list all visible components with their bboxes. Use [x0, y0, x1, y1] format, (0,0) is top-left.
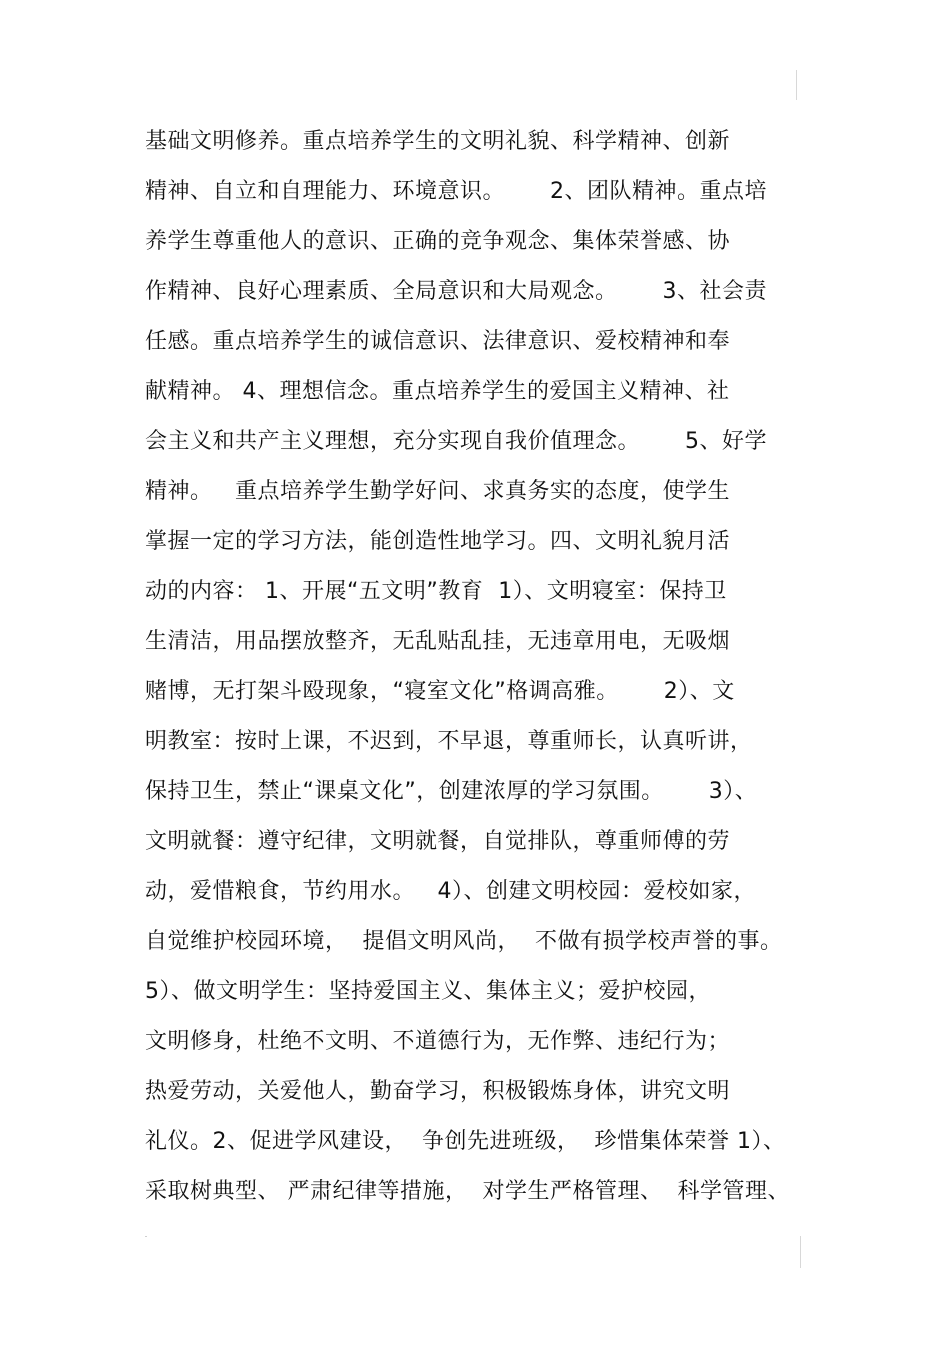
- text-line: 赌博，无打架斗殴现象，“寝室文化”格调高雅。 2）、文: [145, 679, 735, 704]
- text-line: 采取树典型、 严肃纪律等措施， 对学生严格管理、 科学管理、: [145, 1179, 790, 1204]
- corner-mark: [145, 1236, 147, 1237]
- text-line: 5）、做文明学生：坚持爱国主义、集体主义；爱护校园，: [145, 979, 711, 1004]
- text-line: 精神。 重点培养学生勤学好问、求真务实的态度，使学生: [145, 479, 730, 504]
- text-line: 自觉维护校园环境， 提倡文明风尚， 不做有损学校声誉的事。: [145, 929, 783, 954]
- text-line: 文明修身，杜绝不文明、不道德行为，无作弊、违纪行为；: [145, 1029, 731, 1054]
- text-line: 掌握一定的学习方法，能创造性地学习。四、文明礼貌月活: [145, 529, 731, 554]
- text-line: 会主义和共产主义理想，充分实现自我价值理念。 5、好学: [145, 429, 767, 454]
- bottom-margin-mark: [800, 1236, 801, 1268]
- text-line: 礼仪。2、促进学风建设， 争创先进班级， 珍惜集体荣誉 1）、: [145, 1129, 786, 1154]
- text-line: 明教室：按时上课，不迟到，不早退，尊重师长，认真听讲，: [145, 729, 753, 754]
- text-line: 任感。重点培养学生的诚信意识、法律意识、爱校精神和奉: [145, 329, 731, 354]
- text-line: 基础文明修养。重点培养学生的文明礼貌、科学精神、创新: [145, 129, 731, 154]
- top-margin-mark: [796, 70, 797, 100]
- text-line: 精神、自立和自理能力、环境意识。 2、团队精神。重点培: [145, 179, 767, 204]
- text-line: 动的内容： 1、开展“五文明”教育 1）、文明寝室：保持卫: [145, 579, 727, 604]
- text-line: 热爱劳动，关爱他人，勤奋学习，积极锻炼身体，讲究文明: [145, 1079, 731, 1104]
- body-text: [145, 117, 825, 1217]
- text-line: 献精神。 4、理想信念。重点培养学生的爱国主义精神、社: [145, 379, 730, 404]
- text-line: 养学生尊重他人的意识、正确的竞争观念、集体荣誉感、协: [145, 229, 731, 254]
- text-line: 动，爱惜粮食，节约用水。 4）、创建文明校园：爱校如家，: [145, 879, 756, 904]
- text-line: 保持卫生，禁止“课桌文化”，创建浓厚的学习氛围。 3）、: [145, 779, 758, 804]
- text-line: 生清洁，用品摆放整齐，无乱贴乱挂，无违章用电，无吸烟: [145, 629, 731, 654]
- text-line: 作精神、良好心理素质、全局意识和大局观念。 3、社会责: [145, 279, 767, 304]
- text-line: 文明就餐：遵守纪律，文明就餐，自觉排队，尊重师傅的劳: [145, 829, 731, 854]
